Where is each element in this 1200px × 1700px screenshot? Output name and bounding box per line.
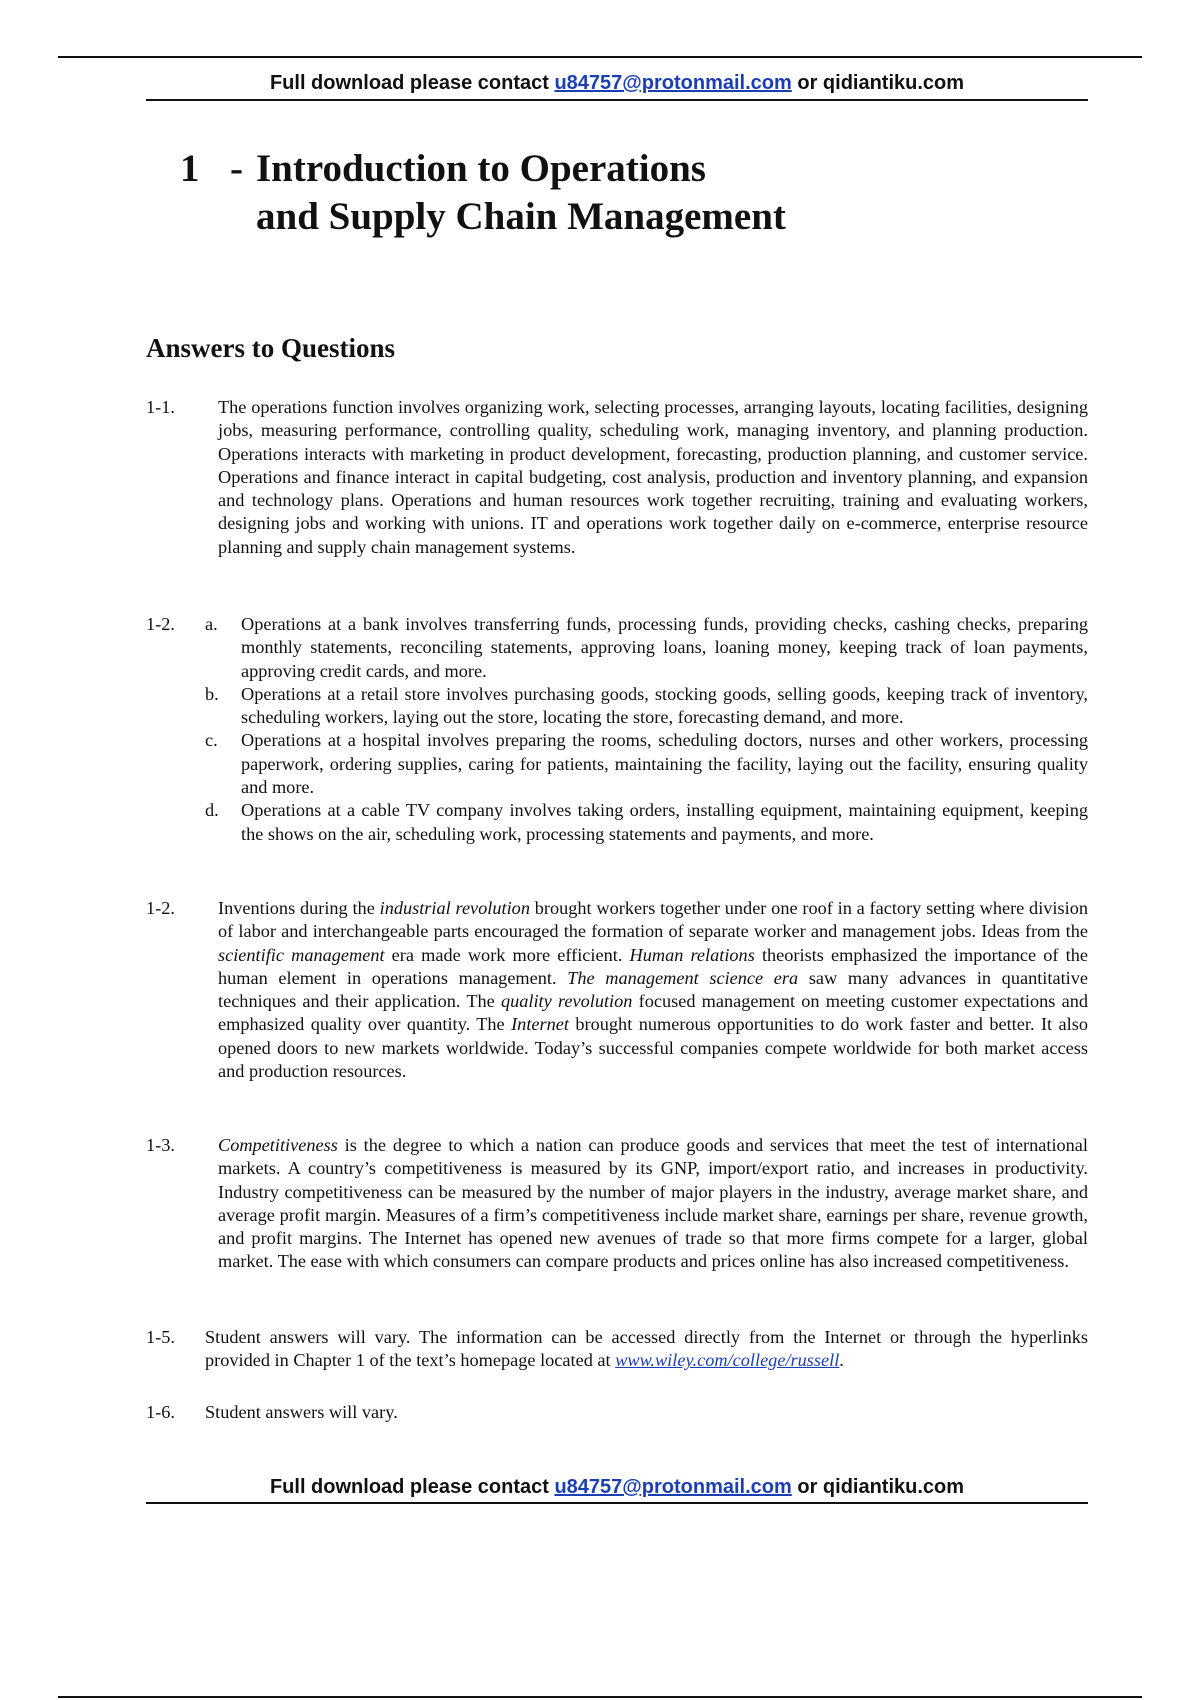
answer-1-6: [146, 1401, 1088, 1424]
emphasis-run: quality revolution: [500, 991, 633, 1012]
footer-underline: [146, 1502, 1088, 1504]
banner-site: qidiantiku.com: [822, 1476, 965, 1498]
sub-item-text: Operations at a hospital involves preparing the rooms, scheduling doctors, nurses and other workers, processing paperwork, ordering supplies, caring for patients, maintaining the facility, laying out the facility, ensuring quality and more.: [241, 730, 1088, 798]
emphasis-run: scientific management: [218, 944, 385, 965]
banner-prefix: Full download please contact: [269, 1476, 549, 1498]
emphasis-run: industrial revolution: [379, 898, 530, 918]
section-heading: Answers to Questions: [146, 333, 396, 363]
text-run: .: [839, 1350, 844, 1371]
text-run: is the degree to which a nation can produce goods and services that meet the test of international markets. A country’s competitiveness is measured by its GNP, import/export ratio, and increases in productivity. Industry competitiveness can be measured by the number of major players in the industry, average market share, and average profit margin. Measures of a firm’s competitiveness include market share, earnings per share, revenue growth, and profit margins. The Internet has opened new avenues of trade so that more firms compete for a larger, global market. The ease with which consumers can compare products and prices online has also increased competitiveness.: [218, 1135, 1088, 1272]
answer-label: 1-2.: [146, 898, 175, 918]
answer-1-2-list: [146, 613, 1088, 846]
banner-email-link[interactable]: u84757@protonmail.com: [554, 1476, 792, 1498]
chapter-title: [180, 145, 980, 241]
sub-item-label: a.: [205, 614, 218, 634]
wiley-homepage-link[interactable]: www.wiley.com/college/russell: [615, 1350, 840, 1371]
answer-text: The operations function involves organizing work, selecting processes, arranging layouts, locating facilities, designing jobs, measuring performance, controlling quality, scheduling work, managing inventory, and planning production. Operations interacts with marketing in product development, forecasting, production planning, and customer service. Operations and finance interact in capital budgeting, cost analysis, production and inventory planning, and expansion and technology plans. Operations and human resources work together recruiting, training and evaluating workers, designing jobs and working with unions. IT and operations work together daily on e-commerce, enterprise resource planning and supply chain management systems.: [218, 397, 1088, 557]
banner-email-link[interactable]: u84757@protonmail.com: [554, 72, 792, 94]
footer-download-banner: [146, 1474, 1088, 1500]
answer-sub-item-b: [205, 683, 1088, 730]
answer-text: Student answers will vary.: [205, 1402, 398, 1422]
answer-1-2-history: [146, 897, 1088, 1083]
sub-item-label: b.: [205, 683, 219, 704]
answer-label: 1-1.: [146, 397, 175, 417]
answer-label: 1-5.: [146, 1327, 175, 1347]
answer-sub-item-c: [205, 729, 1088, 799]
chapter-number: 1: [180, 147, 200, 190]
banner-or: or: [797, 1476, 818, 1498]
answer-1-3: [146, 1134, 1088, 1274]
chapter-title-line2: and Supply Chain Management: [256, 195, 786, 238]
bottom-page-rule: [58, 1696, 1142, 1698]
sub-item-text: Operations at a retail store involves purchasing goods, stocking goods, selling goods, keeping track of inventory, scheduling workers, laying out the store, locating the store, forecasting demand, and more.: [241, 683, 1088, 728]
answer-1-1: [146, 396, 1088, 559]
text-run: brought workers together under one roof in a factory setting where division of labor and interchangeable parts encouraged the formation of separate worker and management jobs. Ideas from the: [218, 898, 1088, 942]
answer-label: 1-6.: [146, 1402, 175, 1422]
emphasis-run: Internet: [511, 1014, 569, 1035]
sub-item-text: Operations at a bank involves transferring funds, processing funds, providing checks, cashing checks, preparing monthly statements, reconciling statements, approving loans, loaning money, keeping track of loan payments, approving credit cards, and more.: [241, 614, 1088, 681]
banner-prefix: Full download please contact: [269, 72, 549, 94]
answer-text: [205, 1326, 1088, 1373]
text-run: era made work more efficient.: [384, 944, 630, 965]
text-run: brought numerous opportunities to do work faster and better. It also opened doors to new markets worldwide. Today’s successful companies compete worldwide for both market access and production resources.: [218, 1014, 1088, 1082]
text-run: focused management on meeting customer expectations and emphasized quality over quantity. The: [218, 991, 1089, 1035]
text-run: Student answers will vary. The information can be accessed directly from the Internet or through the hyperlinks provided in Chapter 1 of the text’s homepage located at: [205, 1327, 1088, 1371]
answer-label: 1-3.: [146, 1135, 175, 1155]
banner-site: qidiantiku.com: [822, 72, 965, 94]
text-run: saw many advances in quantitative techniques and their application. The: [218, 967, 1088, 1012]
answer-text: [218, 897, 1088, 1083]
header-download-banner: [146, 70, 1088, 96]
answer-label: 1-2.: [146, 614, 175, 634]
chapter-title-line1: [180, 145, 980, 193]
chapter-dash: -: [230, 147, 243, 190]
answer-sub-item-d: [205, 799, 1088, 846]
answer-sub-item-a: [205, 613, 1088, 683]
text-run: theorists emphasized the importance of the human element in operations management.: [218, 944, 1088, 988]
answer-1-5: [146, 1326, 1088, 1373]
emphasis-run: The management science era: [567, 967, 799, 988]
sub-item-label: c.: [205, 730, 218, 751]
sub-item-label: d.: [205, 800, 219, 821]
emphasis-run: Human relations: [629, 944, 755, 965]
banner-or: or: [797, 72, 818, 94]
answer-text: [218, 1134, 1088, 1274]
text-run: Inventions during the: [218, 898, 380, 918]
header-underline: [146, 99, 1088, 101]
top-page-rule: [58, 56, 1142, 58]
sub-item-text: Operations at a cable TV company involves taking orders, installing equipment, maintaining equipment, keeping the shows on the air, scheduling work, processing statements and payments, and more.: [241, 800, 1088, 844]
emphasis-run: Competitiveness: [218, 1135, 338, 1155]
chapter-title-text1: Introduction to Operations: [256, 147, 706, 190]
